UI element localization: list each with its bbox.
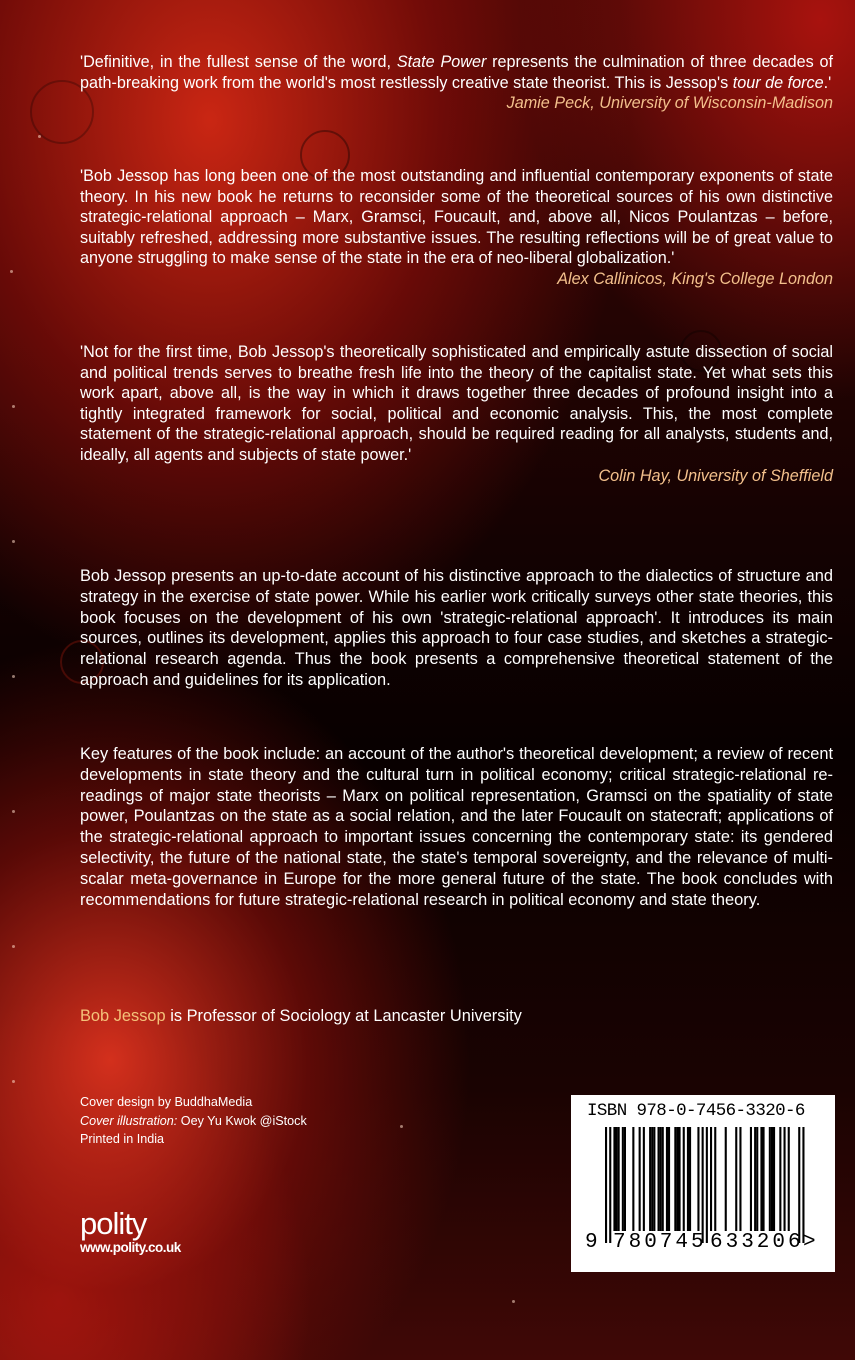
decorative-dot — [12, 540, 15, 543]
barcode-bar — [739, 1127, 741, 1231]
barcode-bar — [702, 1127, 704, 1243]
barcode-bar — [802, 1127, 804, 1243]
ean-right-digits: 633206 — [710, 1231, 804, 1254]
cover-design-credit: Cover design by BuddhaMedia — [80, 1095, 253, 1109]
barcode-bar — [756, 1127, 758, 1231]
publisher-logo-word: polity — [80, 1206, 147, 1241]
barcode-bar — [666, 1127, 668, 1231]
barcode-bar — [624, 1127, 626, 1231]
barcode-bar — [769, 1127, 771, 1231]
barcode-bar — [706, 1127, 708, 1243]
quote-1-text: 'Definitive, in the fullest sense of the word, State Power represents the culmination of three decades of path-breaking work from the world's most restlessly creative state theorist. This is Jessop's tour de force.' — [80, 53, 833, 92]
description-paragraph-2: Key features of the book include: an account of the author's theoretical development; a review of recent developments in state theory and the cultural turn in political economy; critical strategic-relational re-readings of major state theorists – Marx on political representation, Gramsci on the spatiality of state power, Poulantzas on the state as a social relation, and the later Foucault on statecraft; applications of the strategic-relational approach to important issues concerning the contemporary state: its gendered selectivity, the future of the national state, the state's temporal sovereignty, and the relevance of multi-scalar meta-governance in Europe for the more general future of the state. The book concludes with recommendations for future strategic-relational research in political economy and state theory. — [80, 745, 833, 909]
barcode-bar — [639, 1127, 641, 1231]
barcode-bar — [754, 1127, 756, 1231]
decorative-dot — [12, 675, 15, 678]
ean-left-digits: 780745 — [613, 1231, 707, 1254]
quote-1-attribution: Jamie Peck, University of Wisconsin-Madison — [506, 94, 833, 113]
decorative-dot — [12, 810, 15, 813]
barcode-bar — [697, 1127, 699, 1231]
decorative-dot — [38, 135, 41, 138]
barcode-bar — [735, 1127, 737, 1231]
quote-1 — [80, 52, 833, 114]
barcode-bar — [676, 1127, 678, 1231]
isbn-label: ISBN 978-0-7456-3320-6 — [587, 1101, 805, 1121]
barcode-bar — [651, 1127, 653, 1231]
barcode-bar — [710, 1127, 712, 1231]
barcode-bar — [609, 1127, 611, 1243]
barcode-bar — [798, 1127, 800, 1243]
barcode-bar — [618, 1127, 620, 1231]
decorative-dot — [400, 1125, 403, 1128]
barcode-bar — [689, 1127, 691, 1231]
barcode-bar — [649, 1127, 651, 1231]
barcode-bar — [784, 1127, 786, 1231]
author-bio — [80, 1006, 833, 1027]
barcode-bar — [683, 1127, 685, 1231]
barcode-bar — [687, 1127, 689, 1231]
author-bio-text: is Professor of Sociology at Lancaster University — [165, 1007, 522, 1025]
decorative-dot — [12, 1080, 15, 1083]
decorative-dot — [512, 1300, 515, 1303]
barcode-bar — [779, 1127, 781, 1231]
barcode-bar — [616, 1127, 618, 1231]
quote-2-attribution: Alex Callinicos, King's College London — [557, 269, 833, 288]
barcode-bar — [653, 1127, 655, 1231]
description-paragraph-1: Bob Jessop presents an up-to-date account of his distinctive approach to the dialectics of structure and strategy in the exercise of state power. While his earlier work critically surveys other state theories, this book focuses on the development of his own 'strategic-relational approach'. It introduces its main sources, outlines its development, applies this approach to four case studies, and sketches a strategic-relational research agenda. Thus the book presents a comprehensive theoretical statement of the approach and guidelines for its application. — [80, 567, 833, 689]
decorative-dot — [12, 945, 15, 948]
barcode-bar — [632, 1127, 634, 1231]
ean-arrow: > — [803, 1231, 816, 1254]
barcode-bar — [771, 1127, 773, 1231]
barcode-bar — [679, 1127, 681, 1231]
author-name: Bob Jessop — [80, 1007, 166, 1025]
quote-2 — [80, 166, 833, 290]
cover-illustration-credit: Cover illustration: Oey Yu Kwok @iStock — [80, 1113, 307, 1128]
isbn-barcode — [571, 1095, 835, 1272]
barcode-bar — [658, 1127, 660, 1231]
barcode-bar — [760, 1127, 762, 1231]
cover-credits — [80, 1093, 307, 1149]
quote-3-attribution: Colin Hay, University of Sheffield — [598, 466, 833, 485]
barcode-bar — [725, 1127, 727, 1231]
quote-3-text: 'Not for the first time, Bob Jessop's theoretically sophisticated and empirically astute dissection of social and political trends serves to breathe fresh life into the theory of the capitalist state. Yet what sets this work apart, above all, is the way in which it draws together three decades of profound insight into a tightly integrated framework for social, political and economic analysis. This, the most complete statement of the strategic-relational approach, should be required reading for all analysts, students and, ideally, all agents and subjects of state power.' — [80, 343, 833, 464]
barcode-bar — [714, 1127, 716, 1231]
printed-in-credit: Printed in India — [80, 1132, 165, 1146]
quote-3 — [80, 342, 833, 486]
barcode-bar — [668, 1127, 670, 1231]
barcode-bar — [773, 1127, 775, 1231]
quote-2-text: 'Bob Jessop has long been one of the most outstanding and influential contemporary exponents of state theory. In his new book he returns to reconsider some of the theoretical sources of his own distinctive strategic-relational approach – Marx, Gramsci, Foucault, and, above all, Nicos Poulantzas – before, suitably refreshed, addressing more substantive issues. The resulting reflections will be of great value to anyone struggling to make sense of the state in the era of neo-liberal globalization.' — [80, 167, 833, 268]
barcode-bar — [660, 1127, 662, 1231]
barcode-bar — [613, 1127, 615, 1231]
decorative-dot — [12, 405, 15, 408]
barcode-bar — [643, 1127, 645, 1231]
barcode-bar — [622, 1127, 624, 1231]
publisher-logo — [80, 1208, 181, 1255]
publisher-url: www.polity.co.uk — [80, 1240, 181, 1255]
ean-first-digit: 9 — [585, 1231, 598, 1254]
barcode-bar — [788, 1127, 790, 1231]
barcode-bar — [605, 1127, 607, 1243]
decorative-dot — [10, 270, 13, 273]
barcode-bar — [674, 1127, 676, 1231]
barcode-bar — [750, 1127, 752, 1231]
barcode-bar — [763, 1127, 765, 1231]
barcode-bar — [662, 1127, 664, 1231]
